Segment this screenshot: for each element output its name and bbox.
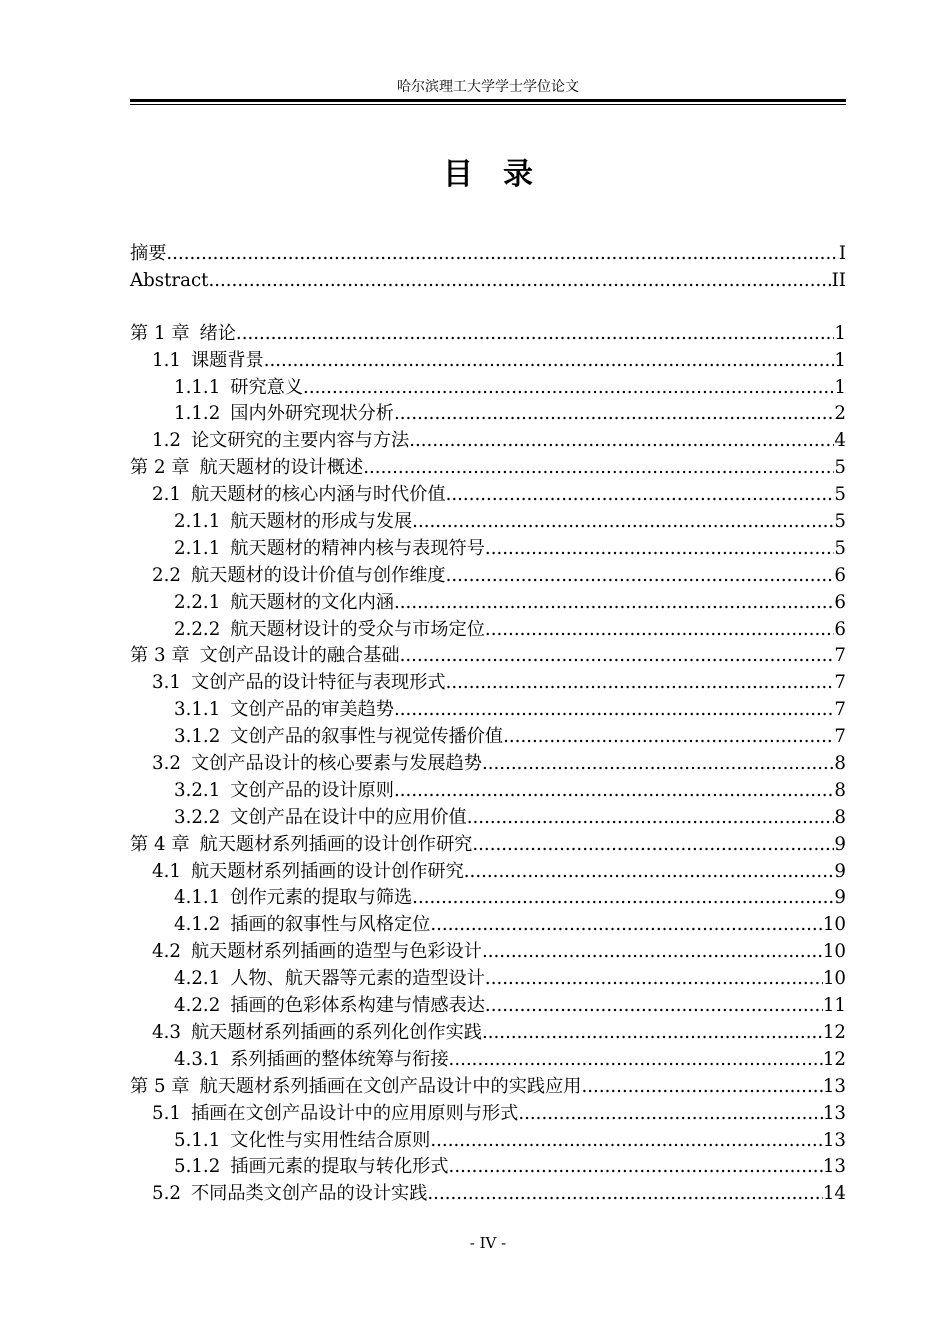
toc-entry-label: 文创产品的设计特征与表现形式 [190,672,446,694]
toc-entry-page: 14 [822,1183,846,1205]
toc-entry-number: 4.3 [152,1021,181,1043]
toc-dot-leader [430,1128,822,1155]
toc-entry-page: 7 [834,726,846,748]
toc-entry-label: 航天题材系列插画的造型与色彩设计 [190,941,482,963]
toc-dot-leader [482,751,834,778]
toc-entry[interactable] [130,912,846,939]
toc-dot-leader [485,536,835,563]
toc-dot-leader [166,241,838,268]
toc-dot-leader [449,1047,823,1074]
toc-entry-number: 5.2 [152,1183,181,1205]
toc-entry-label: 文创产品设计的核心要素与发展趋势 [190,753,482,775]
toc-entry-page: 7 [834,645,846,667]
toc-entry-number: 1.1 [152,349,181,371]
toc-dot-leader [394,401,834,428]
toc-dot-leader [464,859,835,886]
table-of-contents [130,241,846,1208]
toc-dot-leader [485,617,835,644]
toc-dot-leader [472,832,834,859]
toc-entry-label: 航天题材系列插画在文创产品设计中的实践应用 [199,1075,582,1097]
toc-entry-label: 文创产品的审美趋势 [230,699,394,721]
toc-entry[interactable] [130,455,846,482]
toc-entry-page: 6 [834,564,846,586]
toc-dot-leader [412,509,834,536]
toc-dot-leader [581,1074,822,1101]
toc-entry-number: 4.1.1 [174,887,221,909]
toc-entry[interactable] [130,590,846,617]
toc-entry-label: 创作元素的提取与筛选 [230,887,413,909]
toc-entry-number: 4.2.2 [174,995,221,1017]
toc-entry-number: 2.2.2 [174,618,221,640]
toc-entry-page: 7 [834,672,846,694]
toc-entry[interactable] [130,966,846,993]
toc-entry-label: Abstract [130,269,209,291]
toc-entry-number: 5.1 [152,1102,181,1124]
toc-entry[interactable] [130,617,846,644]
toc-entry-page: 11 [822,995,846,1017]
toc-entry-label: 插画元素的提取与转化形式 [230,1156,449,1178]
toc-dot-leader [503,724,834,751]
toc-dot-leader [518,1101,823,1128]
toc-entry-page: 1 [834,376,846,398]
toc-dot-leader [400,643,835,670]
toc-entry[interactable] [130,670,846,697]
toc-entry-number: 2.1.1 [174,511,221,533]
toc-entry-page: 13 [822,1102,846,1124]
toc-entry-number: 2.1 [152,484,181,506]
toc-dot-leader [303,375,834,402]
toc-entry-page: 5 [834,511,846,533]
toc-entry[interactable] [130,778,846,805]
toc-entry-page: 6 [834,591,846,613]
toc-entry-number: 4.3.1 [174,1048,221,1070]
toc-dot-leader [264,348,835,375]
toc-entry[interactable] [130,348,846,375]
toc-entry-page: 8 [834,806,846,828]
toc-entry[interactable] [130,751,846,778]
toc-entry[interactable] [130,401,846,428]
page-number: - IV - [469,1234,507,1252]
toc-entry-number: 第 1 章 [130,322,190,344]
toc-entry-number: 4.2.1 [174,968,221,990]
toc-dot-leader [394,590,834,617]
toc-entry-label: 论文研究的主要内容与方法 [190,430,410,452]
toc-entry-number: 3.2.1 [174,779,221,801]
toc-entry-label: 插画在文创产品设计中的应用原则与形式 [190,1102,519,1124]
toc-entry-number: 3.2.2 [174,806,221,828]
toc-dot-leader [485,966,823,993]
toc-entry[interactable] [130,885,846,912]
toc-dot-leader [394,778,834,805]
toc-entry-page: 5 [834,457,846,479]
toc-entry-number: 3.1.1 [174,699,221,721]
toc-entry-number: 2.2.1 [174,591,221,613]
toc-entry[interactable] [130,509,846,536]
toc-entry[interactable] [130,1154,846,1181]
toc-dot-leader [482,939,823,966]
toc-entry[interactable] [130,321,846,348]
toc-entry-page: 1 [834,349,846,371]
toc-entry[interactable] [130,939,846,966]
toc-entry[interactable] [130,375,846,402]
toc-entry-page: I [838,243,846,264]
toc-entry-number: 5.1.1 [174,1129,221,1151]
toc-entry[interactable] [130,241,846,268]
toc-entry-page: 6 [834,618,846,640]
toc-entry[interactable] [130,643,846,670]
toc-dot-leader [363,455,834,482]
toc-entry-number: 第 2 章 [130,457,190,479]
toc-entry[interactable] [130,428,846,455]
toc-entry-page: 12 [822,1048,846,1070]
toc-dot-leader [467,805,835,832]
toc-dot-leader [236,321,835,348]
toc-entry-label: 摘要 [130,243,167,264]
page-title: 目录 [443,157,563,192]
toc-entry[interactable] [130,268,846,295]
toc-entry-label: 文创产品的设计原则 [230,779,394,801]
toc-entry-label: 系列插画的整体统筹与衔接 [230,1048,449,1070]
toc-entry-number: 3.1 [152,672,181,694]
toc-entry-page: 5 [834,484,846,506]
header-rule-thick [130,99,846,102]
toc-entry-label: 插画的叙事性与风格定位 [230,914,431,936]
toc-entry-page: 10 [822,914,846,936]
toc-entry[interactable] [130,724,846,751]
toc-entry-label: 绪论 [199,322,236,344]
toc-dot-leader [394,697,834,724]
toc-entry-page: 9 [834,887,846,909]
toc-entry[interactable] [130,805,846,832]
toc-dot-leader [449,1154,823,1181]
toc-entry-number: 第 5 章 [130,1075,190,1097]
toc-entry-label: 航天题材系列插画的系列化创作实践 [190,1021,482,1043]
toc-entry[interactable] [130,993,846,1020]
toc-entry-label: 航天题材系列插画的设计创作研究 [199,833,473,855]
toc-entry-page: 8 [834,779,846,801]
toc-entry-label: 文创产品的叙事性与视觉传播价值 [230,726,504,748]
toc-dot-leader [412,885,834,912]
toc-entry-label: 研究意义 [230,376,304,398]
toc-dot-leader [446,670,835,697]
toc-entry-page: 8 [834,753,846,775]
header-rule-thin [130,104,846,105]
toc-entry-number: 4.1.2 [174,914,221,936]
toc-entry-number: 第 4 章 [130,833,190,855]
toc-entry[interactable] [130,832,846,859]
toc-entry-label: 国内外研究现状分析 [230,403,394,425]
toc-entry-page: 7 [834,699,846,721]
toc-entry[interactable] [130,482,846,509]
toc-entry[interactable] [130,1128,846,1155]
toc-entry-page: 10 [822,941,846,963]
toc-entry-label: 航天题材的形成与发展 [230,511,413,533]
toc-entry[interactable] [130,1181,846,1208]
toc-entry-page: 13 [822,1129,846,1151]
toc-entry-number: 1.1.2 [174,403,221,425]
toc-entry-label: 插画的色彩体系构建与情感表达 [230,995,485,1017]
toc-entry-number: 3.1.2 [174,726,221,748]
toc-entry-number: 2.2 [152,564,181,586]
toc-dot-leader [427,1181,822,1208]
toc-entry[interactable] [130,697,846,724]
toc-dot-leader [485,993,823,1020]
toc-entry[interactable] [130,563,846,590]
toc-entry-label: 航天题材的设计概述 [199,457,364,479]
toc-entry-label: 航天题材的核心内涵与时代价值 [190,484,446,506]
toc-entry-number: 3.2 [152,753,181,775]
toc-entry-page: 12 [822,1021,846,1043]
toc-entry-page: II [831,269,846,291]
toc-dot-leader [208,268,831,295]
toc-entry-page: 1 [834,322,846,344]
toc-entry-number: 4.1 [152,860,181,882]
toc-entry-label: 航天题材设计的受众与市场定位 [230,618,485,640]
toc-dot-leader [409,428,834,455]
toc-entry[interactable] [130,536,846,563]
toc-entry-number: 第 3 章 [130,645,190,667]
toc-entry[interactable] [130,859,846,886]
toc-dot-leader [446,563,835,590]
toc-entry-page: 2 [834,403,846,425]
toc-entry-page: 10 [822,968,846,990]
toc-entry-label: 航天题材的设计价值与创作维度 [190,564,446,586]
toc-entry[interactable] [130,1101,846,1128]
toc-entry-page: 9 [834,833,846,855]
toc-entry-page: 13 [822,1156,846,1178]
toc-entry[interactable] [130,1047,846,1074]
toc-entry-number: 1.1.1 [174,376,221,398]
toc-entry-label: 航天题材的精神内核与表现符号 [230,537,485,559]
toc-entry[interactable] [130,1020,846,1047]
toc-entry-page: 13 [822,1075,846,1097]
toc-entry-label: 航天题材的文化内涵 [230,591,394,613]
toc-entry-number: 4.2 [152,941,181,963]
toc-entry-label: 文创产品设计的融合基础 [199,645,400,667]
toc-dot-leader [430,912,822,939]
toc-entry-label: 航天题材系列插画的设计创作研究 [190,860,464,882]
toc-entry-number: 1.2 [152,430,181,452]
toc-entry-label: 人物、航天器等元素的造型设计 [230,968,485,990]
toc-entry-label: 文化性与实用性结合原则 [230,1129,431,1151]
toc-entry-number: 2.1.1 [174,537,221,559]
toc-dot-leader [482,1020,823,1047]
toc-entry-number: 5.1.2 [174,1156,221,1178]
toc-entry-page: 5 [834,537,846,559]
toc-entry[interactable] [130,1074,846,1101]
toc-entry-label: 课题背景 [190,349,264,371]
toc-dot-leader [446,482,835,509]
toc-entry-label: 文创产品在设计中的应用价值 [230,806,467,828]
toc-entry-page: 4 [834,430,846,452]
running-header: 哈尔滨理工大学学士学位论文 [397,79,579,95]
toc-entry-label: 不同品类文创产品的设计实践 [190,1183,428,1205]
toc-entry-page: 9 [834,860,846,882]
